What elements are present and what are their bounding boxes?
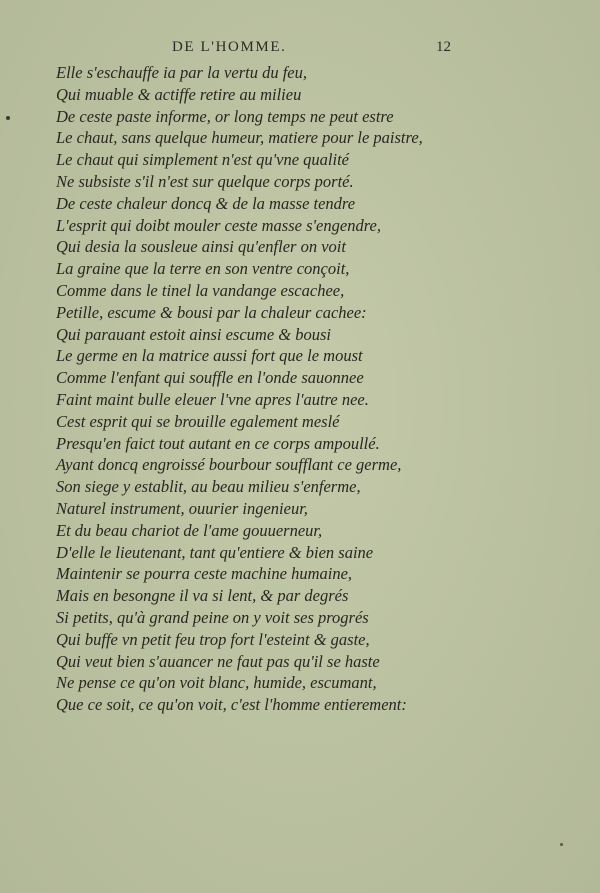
verse-line: Son siege y establit, au beau milieu s'enferme, <box>56 477 361 497</box>
verse-line: D'elle le lieutenant, tant qu'entiere & bien saine <box>56 542 374 562</box>
verse-line: L'esprit qui doibt mouler ceste masse s'engendre, <box>56 215 381 235</box>
verse-line: Petille, escume & bousi par la chaleur cachee: <box>56 302 367 322</box>
page-number: 12 <box>436 39 451 55</box>
verse-line: Mais en besongne il va si lent, & par degrés <box>56 586 349 606</box>
verse-line: Comme l'enfant qui souffle en l'onde sauonnee <box>56 368 364 388</box>
verse-line: Qui desia la sousleue ainsi qu'enfler on voit <box>56 237 346 257</box>
verse-line: Si petits, qu'à grand peine on y voit ses progrés <box>56 607 369 627</box>
running-title: DE L'HOMME. <box>172 39 287 55</box>
verse-line: Ne subsiste s'il n'est sur quelque corps porté. <box>56 171 354 191</box>
verse-line: Le chaut qui simplement n'est qu'vne qualité <box>56 150 350 170</box>
verse-line: La graine que la terre en son ventre conçoit, <box>56 259 350 279</box>
verse-line: Qui muable & actiffe retire au milieu <box>56 84 302 104</box>
verse-line: Cest esprit qui se brouille egalement meslé <box>56 411 340 431</box>
verse-line: Le chaut, sans quelque humeur, matiere pour le paistre, <box>56 128 423 148</box>
verse-line: De ceste chaleur doncq & de la masse tendre <box>56 193 356 213</box>
verse-line: Maintenir se pourra ceste machine humaine, <box>56 564 353 584</box>
verse-line: Presqu'en faict tout autant en ce corps ampoullé. <box>56 433 380 453</box>
verse-line: Qui parauant estoit ainsi escume & bousi <box>56 324 331 344</box>
paper-speck <box>560 843 563 846</box>
verse-line: Le germe en la matrice aussi fort que le moust <box>56 346 363 366</box>
verse-line: Ayant doncq engroissé bourbour soufflant ce germe, <box>56 455 402 475</box>
verse-line: Ne pense ce qu'on voit blanc, humide, escumant, <box>56 673 377 693</box>
running-head <box>0 39 600 59</box>
verse-line: Qui buffe vn petit feu trop fort l'esteint & gaste, <box>56 629 370 649</box>
verse-line: Et du beau chariot de l'ame gouuerneur, <box>56 520 323 540</box>
margin-ink-mark <box>6 116 10 120</box>
verse-line: Comme dans le tinel la vandange escachee, <box>56 280 345 300</box>
verse-line: Qui veut bien s'auancer ne faut pas qu'il se haste <box>56 651 380 671</box>
verse-line: Naturel instrument, ouurier ingenieur, <box>56 498 308 518</box>
verse-line: Faint maint bulle eleuer l'vne apres l'autre nee. <box>56 389 369 409</box>
poem-verse-block <box>56 62 576 716</box>
verse-line: De ceste paste informe, or long temps ne peut estre <box>56 106 394 126</box>
verse-line: Elle s'eschauffe ia par la vertu du feu, <box>56 63 307 82</box>
verse-line: Que ce soit, ce qu'on voit, c'est l'homme entierement: <box>56 695 407 715</box>
